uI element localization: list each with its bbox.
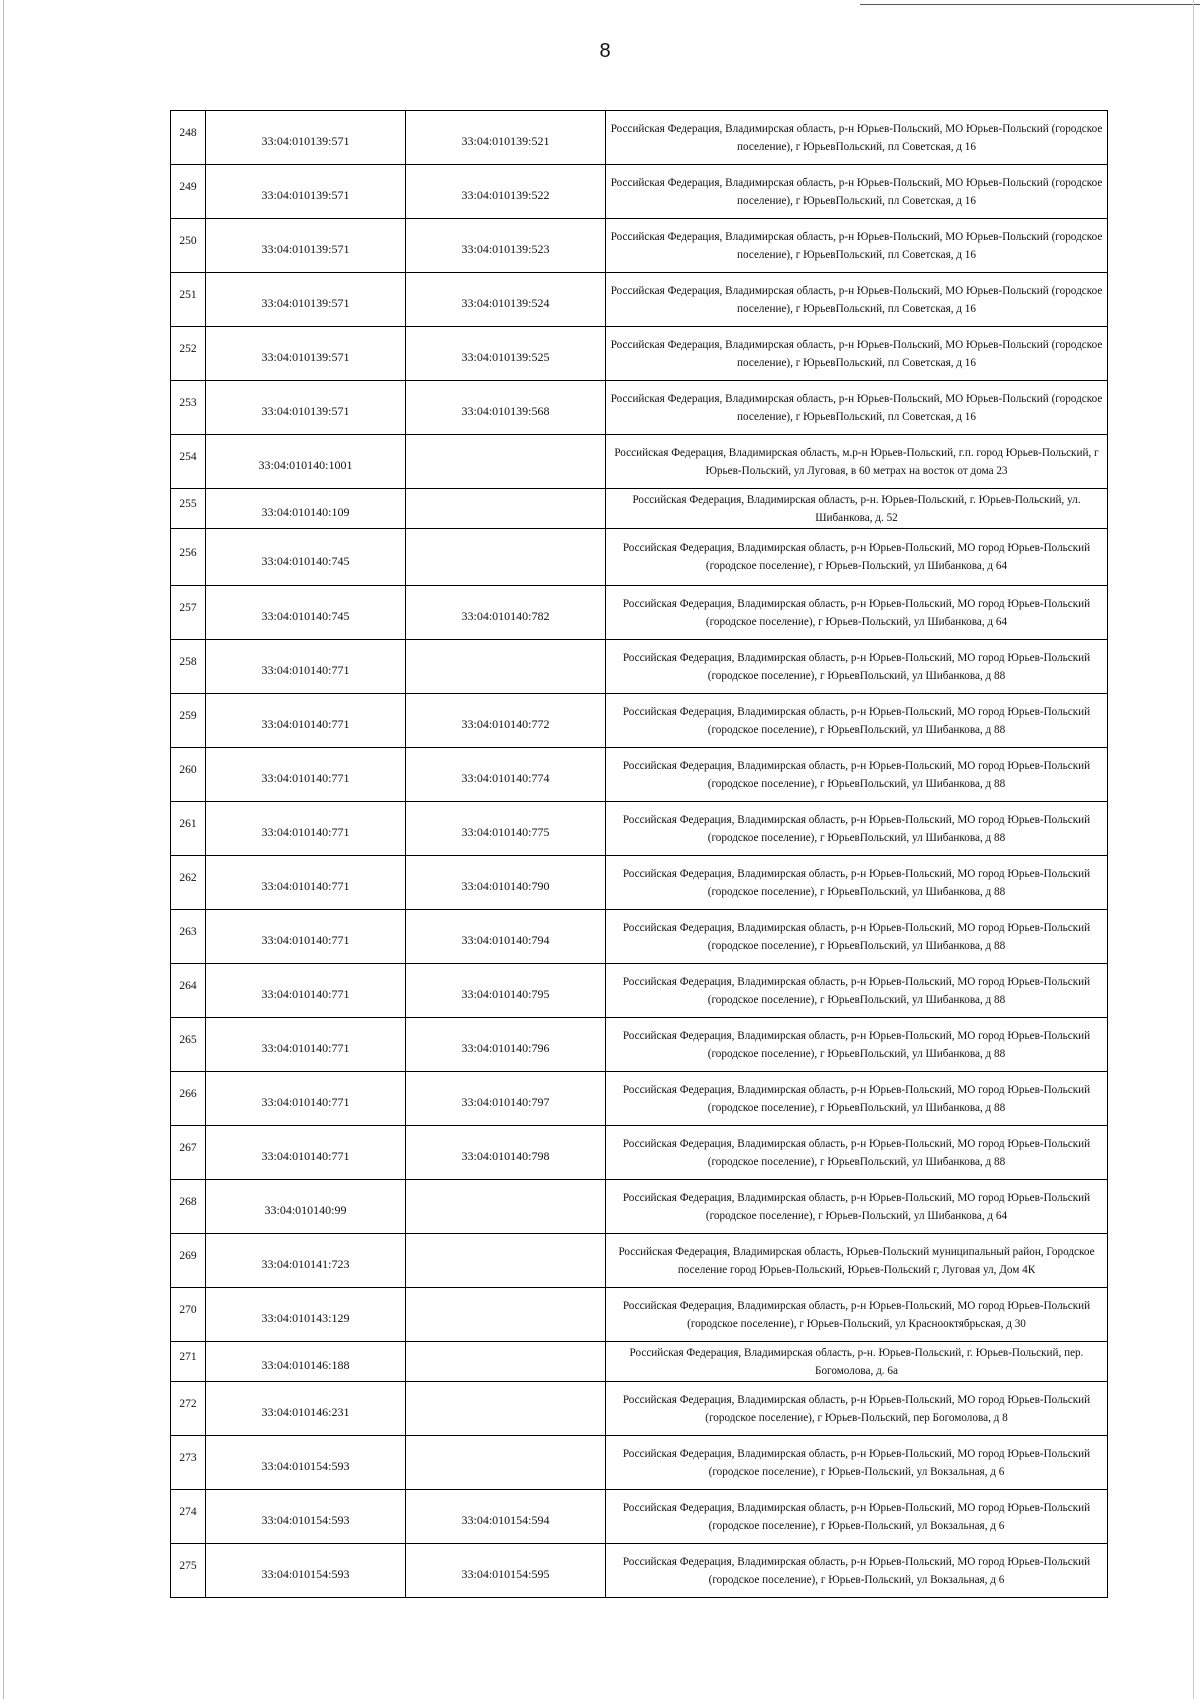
address-cell-cell [606,1018,1108,1072]
address-cell: Российская Федерация, Владимирская область, р-н Юрьев-Польский, МО город Юрьев-Польский (городское поселение), г ЮрьевПольский, ул Шибанкова, д 88 [622,651,1091,682]
address-cell-cell [606,694,1108,748]
row-number: 275 [179,1560,197,1572]
land-cadastral-number: 33:04:010139:571 [261,296,350,310]
land-cadastral-number-cell [206,1544,406,1598]
address-cell-cell [606,1180,1108,1234]
row-number: 263 [179,926,197,938]
row-number-cell [171,1180,206,1234]
land-cadastral-number-cell [206,489,406,529]
address-cell-cell [606,1342,1108,1382]
address-cell-cell [606,327,1108,381]
row-number-cell [171,802,206,856]
row-number-cell [171,1490,206,1544]
building-cadastral-number-cell [406,1342,606,1382]
building-cadastral-number-cell [406,586,606,640]
table-row [171,489,1108,529]
building-cadastral-number-cell [406,1288,606,1342]
table-row [171,381,1108,435]
land-cadastral-number-cell [206,586,406,640]
row-number: 248 [179,127,197,139]
land-cadastral-number: 33:04:010140:771 [261,933,350,947]
building-cadastral-number: 33:04:010139:568 [461,404,550,418]
row-number-cell [171,1342,206,1382]
land-cadastral-number: 33:04:010141:723 [261,1257,350,1271]
table-row [171,586,1108,640]
row-number: 262 [179,872,197,884]
building-cadastral-number: 33:04:010139:522 [461,188,550,202]
land-cadastral-number: 33:04:010140:109 [261,505,350,519]
row-number-cell [171,1382,206,1436]
building-cadastral-number-cell [406,1436,606,1490]
row-number: 267 [179,1142,197,1154]
land-cadastral-number: 33:04:010139:571 [261,134,350,148]
land-cadastral-number-cell [206,910,406,964]
address-cell-cell [606,1544,1108,1598]
building-cadastral-number: 33:04:010140:782 [461,609,550,623]
address-cell-cell [606,165,1108,219]
table-row [171,748,1108,802]
land-cadastral-number-cell [206,1234,406,1288]
building-cadastral-number: 33:04:010154:595 [461,1567,550,1581]
land-cadastral-number-cell [206,1072,406,1126]
table-row [171,327,1108,381]
building-cadastral-number-cell [406,165,606,219]
row-number: 258 [179,656,197,668]
row-number-cell [171,435,206,489]
table-row [171,640,1108,694]
address-cell: Российская Федерация, Владимирская область, м.р-н Юрьев-Польский, г.п. город Юрьев-Польский, г Юрьев-Польский, ул Луговая, в 60 метрах на восток от дома 23 [614,446,1099,477]
building-cadastral-number-cell [406,802,606,856]
building-cadastral-number: 33:04:010140:775 [461,825,550,839]
address-cell: Российская Федерация, Владимирская область, р-н Юрьев-Польский, МО город Юрьев-Польский (городское поселение), г ЮрьевПольский, ул Шибанкова, д 88 [622,759,1091,790]
row-number: 270 [179,1304,197,1316]
building-cadastral-number-cell [406,435,606,489]
registry-table [170,110,1108,1598]
land-cadastral-number-cell [206,1126,406,1180]
address-cell-cell [606,111,1108,165]
page-number: 8 [599,40,611,62]
row-number: 257 [179,602,197,614]
address-cell: Российская Федерация, Владимирская область, р-н Юрьев-Польский, МО город Юрьев-Польский (городское поселение), г Юрьев-Польский, ул Шибанкова, д 64 [622,1191,1091,1222]
row-number: 253 [179,397,197,409]
land-cadastral-number-cell [206,327,406,381]
table-row [171,529,1108,586]
address-cell-cell [606,273,1108,327]
row-number-cell [171,529,206,586]
land-cadastral-number: 33:04:010139:571 [261,350,350,364]
table-row [171,1072,1108,1126]
table-row [171,1382,1108,1436]
row-number: 255 [179,498,197,510]
building-cadastral-number: 33:04:010140:797 [461,1095,550,1109]
row-number-cell [171,694,206,748]
row-number-cell [171,1126,206,1180]
building-cadastral-number-cell [406,1544,606,1598]
table-row [171,1490,1108,1544]
row-number-cell [171,381,206,435]
row-number-cell [171,1018,206,1072]
row-number-cell [171,748,206,802]
row-number: 264 [179,980,197,992]
building-cadastral-number: 33:04:010139:525 [461,350,550,364]
building-cadastral-number-cell [406,640,606,694]
address-cell-cell [606,219,1108,273]
building-cadastral-number-cell [406,1234,606,1288]
land-cadastral-number-cell [206,1436,406,1490]
address-cell: Российская Федерация, Владимирская область, р-н Юрьев-Польский, МО город Юрьев-Польский (городское поселение), г Юрьев-Польский, ул Краснооктябрьская, д 30 [622,1299,1091,1330]
row-number-cell [171,586,206,640]
address-cell-cell [606,1436,1108,1490]
address-cell: Российская Федерация, Владимирская область, р-н Юрьев-Польский, МО город Юрьев-Польский (городское поселение), г Юрьев-Польский, ул Шибанкова, д 64 [622,597,1091,628]
address-cell-cell [606,1072,1108,1126]
address-cell: Российская Федерация, Владимирская область, р-н Юрьев-Польский, МО Юрьев-Польский (городское поселение), г ЮрьевПольский, пл Советская, д 16 [610,176,1103,207]
row-number: 274 [179,1506,197,1518]
row-number: 261 [179,818,197,830]
row-number-cell [171,327,206,381]
address-cell: Российская Федерация, Владимирская область, р-н Юрьев-Польский, МО город Юрьев-Польский (городское поселение), г Юрьев-Польский, ул Вокзальная, д 6 [622,1501,1091,1532]
address-cell-cell [606,640,1108,694]
building-cadastral-number-cell [406,273,606,327]
table-row [171,1234,1108,1288]
table-row [171,273,1108,327]
row-number-cell [171,1544,206,1598]
address-cell-cell [606,435,1108,489]
address-cell-cell [606,1234,1108,1288]
address-cell: Российская Федерация, Владимирская область, р-н Юрьев-Польский, МО город Юрьев-Польский (городское поселение), г Юрьев-Польский, ул Вокзальная, д 6 [622,1447,1091,1478]
scan-edge-line [1193,0,1194,1699]
address-cell: Российская Федерация, Владимирская область, р-н Юрьев-Польский, МО город Юрьев-Польский (городское поселение), г Юрьев-Польский, ул Вокзальная, д 6 [622,1555,1091,1586]
building-cadastral-number: 33:04:010139:524 [461,296,550,310]
row-number-cell [171,640,206,694]
row-number: 273 [179,1452,197,1464]
row-number: 250 [179,235,197,247]
building-cadastral-number: 33:04:010140:772 [461,717,550,731]
table-row [171,111,1108,165]
land-cadastral-number: 33:04:010140:771 [261,987,350,1001]
address-cell-cell [606,802,1108,856]
land-cadastral-number-cell [206,802,406,856]
land-cadastral-number-cell [206,748,406,802]
registry-table-body [171,111,1108,1598]
land-cadastral-number-cell [206,435,406,489]
land-cadastral-number: 33:04:010140:771 [261,825,350,839]
address-cell: Российская Федерация, Владимирская область, р-н Юрьев-Польский, МО город Юрьев-Польский (городское поселение), г ЮрьевПольский, ул Шибанкова, д 88 [622,705,1091,736]
row-number: 271 [179,1351,197,1363]
scan-edge-line [860,4,1200,5]
building-cadastral-number-cell [406,489,606,529]
land-cadastral-number: 33:04:010143:129 [261,1311,350,1325]
address-cell: Российская Федерация, Владимирская область, р-н Юрьев-Польский, МО город Юрьев-Польский (городское поселение), г Юрьев-Польский, пер Богомолова, д 8 [622,1393,1091,1424]
row-number-cell [171,219,206,273]
land-cadastral-number: 33:04:010140:771 [261,663,350,677]
address-cell: Российская Федерация, Владимирская область, р-н. Юрьев-Польский, г. Юрьев-Польский, ул. Шибанкова, д. 52 [632,493,1081,524]
land-cadastral-number-cell [206,640,406,694]
land-cadastral-number-cell [206,1342,406,1382]
table-row [171,1342,1108,1382]
address-cell: Российская Федерация, Владимирская область, р-н Юрьев-Польский, МО Юрьев-Польский (городское поселение), г ЮрьевПольский, пл Советская, д 16 [610,284,1103,315]
table-row [171,219,1108,273]
land-cadastral-number-cell [206,219,406,273]
building-cadastral-number-cell [406,1180,606,1234]
building-cadastral-number-cell [406,856,606,910]
address-cell: Российская Федерация, Владимирская область, р-н Юрьев-Польский, МО город Юрьев-Польский (городское поселение), г ЮрьевПольский, ул Шибанкова, д 88 [622,921,1091,952]
land-cadastral-number-cell [206,1490,406,1544]
row-number: 252 [179,343,197,355]
land-cadastral-number: 33:04:010140:771 [261,1149,350,1163]
building-cadastral-number: 33:04:010154:594 [461,1513,550,1527]
land-cadastral-number: 33:04:010140:771 [261,771,350,785]
table-row [171,694,1108,748]
table-row [171,1544,1108,1598]
land-cadastral-number-cell [206,1180,406,1234]
row-number: 249 [179,181,197,193]
row-number: 259 [179,710,197,722]
building-cadastral-number-cell [406,964,606,1018]
row-number-cell [171,856,206,910]
land-cadastral-number: 33:04:010140:771 [261,879,350,893]
row-number: 272 [179,1398,197,1410]
row-number: 265 [179,1034,197,1046]
address-cell: Российская Федерация, Владимирская область, р-н Юрьев-Польский, МО Юрьев-Польский (городское поселение), г ЮрьевПольский, пл Советская, д 16 [610,392,1103,423]
address-cell-cell [606,1126,1108,1180]
row-number: 268 [179,1196,197,1208]
row-number: 269 [179,1250,197,1262]
address-cell: Российская Федерация, Владимирская область, р-н Юрьев-Польский, МО город Юрьев-Польский (городское поселение), г ЮрьевПольский, ул Шибанкова, д 88 [622,1083,1091,1114]
land-cadastral-number: 33:04:010139:571 [261,188,350,202]
land-cadastral-number-cell [206,964,406,1018]
land-cadastral-number: 33:04:010140:745 [261,553,350,568]
address-cell: Российская Федерация, Владимирская область, р-н Юрьев-Польский, МО город Юрьев-Польский (городское поселение), г ЮрьевПольский, ул Шибанкова, д 88 [622,1029,1091,1060]
building-cadastral-number-cell [406,219,606,273]
row-number-cell [171,273,206,327]
land-cadastral-number: 33:04:010140:1001 [258,458,353,472]
row-number: 260 [179,764,197,776]
address-cell-cell [606,381,1108,435]
table-row [171,1126,1108,1180]
land-cadastral-number: 33:04:010154:593 [261,1567,350,1581]
land-cadastral-number: 33:04:010140:771 [261,1095,350,1109]
land-cadastral-number-cell [206,856,406,910]
address-cell-cell [606,586,1108,640]
address-cell-cell [606,748,1108,802]
land-cadastral-number-cell [206,165,406,219]
address-cell: Российская Федерация, Владимирская область, р-н Юрьев-Польский, МО Юрьев-Польский (городское поселение), г ЮрьевПольский, пл Советская, д 16 [610,230,1103,261]
table-row [171,802,1108,856]
land-cadastral-number-cell [206,273,406,327]
building-cadastral-number: 33:04:010140:774 [461,771,550,785]
building-cadastral-number: 33:04:010139:521 [461,134,550,148]
row-number-cell [171,489,206,529]
land-cadastral-number: 33:04:010146:231 [261,1405,350,1419]
building-cadastral-number-cell [406,694,606,748]
land-cadastral-number: 33:04:010140:771 [261,717,350,731]
table-row [171,910,1108,964]
address-cell: Российская Федерация, Владимирская область, р-н Юрьев-Польский, МО город Юрьев-Польский (городское поселение), г ЮрьевПольский, ул Шибанкова, д 88 [622,1137,1091,1168]
land-cadastral-number: 33:04:010154:593 [261,1513,350,1527]
table-row [171,1436,1108,1490]
land-cadastral-number: 33:04:010154:593 [261,1459,350,1473]
table-row [171,1018,1108,1072]
row-number-cell [171,111,206,165]
row-number: 254 [179,451,197,463]
building-cadastral-number-cell [406,529,606,586]
scan-edge-line [3,0,4,1699]
land-cadastral-number-cell [206,694,406,748]
building-cadastral-number: 33:04:010140:794 [461,933,550,947]
address-cell: Российская Федерация, Владимирская область, р-н. Юрьев-Польский, г. Юрьев-Польский, пер. Богомолова, д. 6а [629,1346,1084,1377]
building-cadastral-number: 33:04:010139:523 [461,242,550,256]
land-cadastral-number: 33:04:010139:571 [261,242,350,256]
building-cadastral-number-cell [406,1072,606,1126]
building-cadastral-number-cell [406,910,606,964]
land-cadastral-number-cell [206,381,406,435]
row-number: 251 [179,289,197,301]
row-number-cell [171,165,206,219]
table-row [171,1180,1108,1234]
address-cell: Российская Федерация, Владимирская область, р-н Юрьев-Польский, МО город Юрьев-Польский (городское поселение), г ЮрьевПольский, ул Шибанкова, д 88 [622,975,1091,1006]
table-row [171,856,1108,910]
building-cadastral-number: 33:04:010140:795 [461,987,550,1001]
building-cadastral-number-cell [406,381,606,435]
address-cell-cell [606,964,1108,1018]
table-row [171,964,1108,1018]
row-number-cell [171,1288,206,1342]
land-cadastral-number: 33:04:010140:745 [261,609,350,623]
row-number: 256 [179,546,197,559]
address-cell-cell [606,529,1108,586]
building-cadastral-number-cell [406,1490,606,1544]
land-cadastral-number-cell [206,1382,406,1436]
land-cadastral-number: 33:04:010140:99 [264,1203,347,1217]
land-cadastral-number-cell [206,529,406,586]
building-cadastral-number: 33:04:010140:796 [461,1041,550,1055]
address-cell-cell [606,489,1108,529]
address-cell-cell [606,1490,1108,1544]
land-cadastral-number-cell [206,1288,406,1342]
address-cell: Российская Федерация, Владимирская область, р-н Юрьев-Польский, МО город Юрьев-Польский (городское поселение), г ЮрьевПольский, ул Шибанкова, д 88 [622,813,1091,844]
address-cell: Российская Федерация, Владимирская область, р-н Юрьев-Польский, МО Юрьев-Польский (городское поселение), г ЮрьевПольский, пл Советская, д 16 [610,122,1103,153]
row-number-cell [171,1436,206,1490]
address-cell-cell [606,1382,1108,1436]
building-cadastral-number-cell [406,111,606,165]
land-cadastral-number: 33:04:010146:188 [261,1358,350,1372]
building-cadastral-number-cell [406,327,606,381]
table-row [171,435,1108,489]
table-row [171,165,1108,219]
building-cadastral-number-cell [406,1018,606,1072]
row-number-cell [171,964,206,1018]
row-number-cell [171,910,206,964]
building-cadastral-number: 33:04:010140:790 [461,879,550,893]
row-number-cell [171,1072,206,1126]
address-cell-cell [606,1288,1108,1342]
building-cadastral-number-cell [406,1126,606,1180]
address-cell: Российская Федерация, Владимирская область, р-н Юрьев-Польский, МО город Юрьев-Польский (городское поселение), г Юрьев-Польский, ул Шибанкова, д 64 [622,542,1091,572]
address-cell: Российская Федерация, Владимирская область, р-н Юрьев-Польский, МО Юрьев-Польский (городское поселение), г ЮрьевПольский, пл Советская, д 16 [610,338,1103,369]
land-cadastral-number: 33:04:010140:771 [261,1041,350,1055]
table-row [171,1288,1108,1342]
row-number: 266 [179,1088,197,1100]
building-cadastral-number-cell [406,1382,606,1436]
row-number-cell [171,1234,206,1288]
building-cadastral-number: 33:04:010140:798 [461,1149,550,1163]
address-cell: Российская Федерация, Владимирская область, Юрьев-Польский муниципальный район, Городское поселение город Юрьев-Польский, Юрьев-Польский г, Луговая ул, Дом 4К [618,1245,1095,1276]
building-cadastral-number-cell [406,748,606,802]
address-cell-cell [606,910,1108,964]
address-cell-cell [606,856,1108,910]
land-cadastral-number-cell [206,111,406,165]
address-cell: Российская Федерация, Владимирская область, р-н Юрьев-Польский, МО город Юрьев-Польский (городское поселение), г ЮрьевПольский, ул Шибанкова, д 88 [622,867,1091,898]
land-cadastral-number-cell [206,1018,406,1072]
land-cadastral-number: 33:04:010139:571 [261,404,350,418]
